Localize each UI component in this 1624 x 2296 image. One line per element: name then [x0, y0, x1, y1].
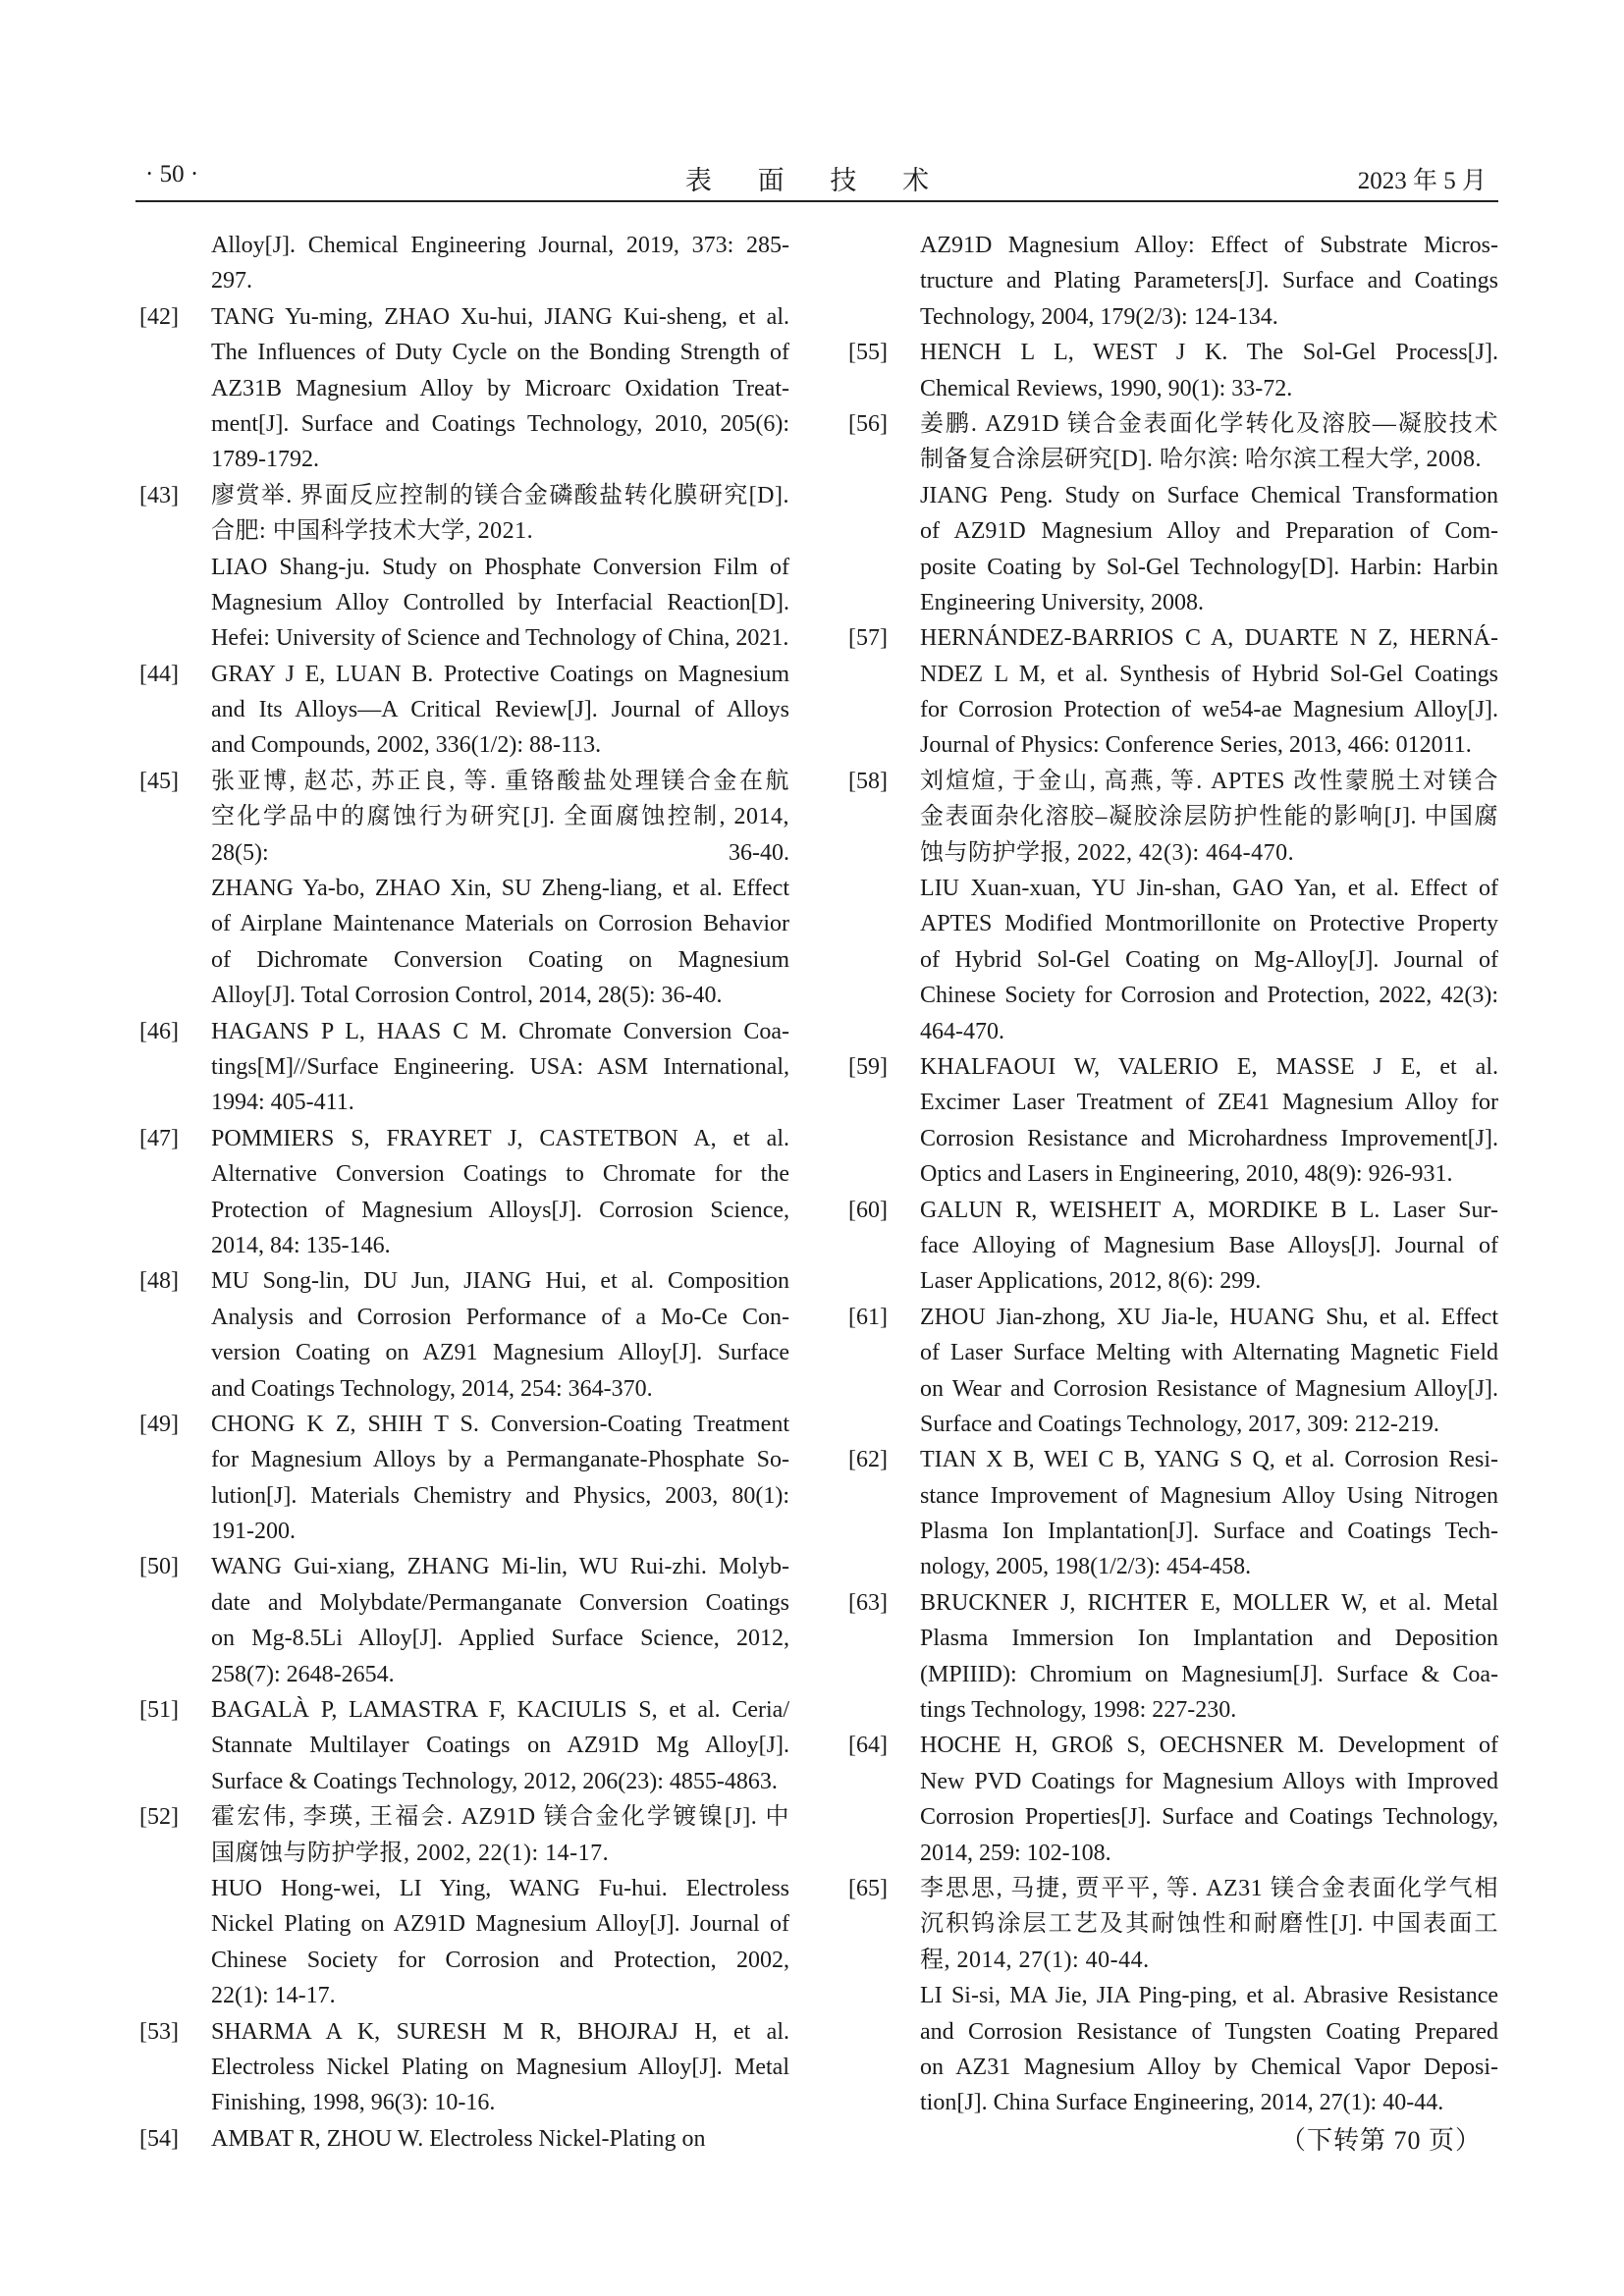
- reference-line: AMBAT R, ZHOU W. Electroless Nickel-Plating on: [211, 2125, 706, 2152]
- reference-entry: [135, 2014, 789, 2121]
- reference-number: [48]: [139, 1268, 179, 1295]
- reference-number: [54]: [139, 2125, 179, 2152]
- reference-line: Chinese Society for Corrosion and Protection, 2022, 42(3):: [920, 983, 1498, 1009]
- reference-line: Hefei: University of Science and Technology of China, 2021.: [211, 625, 789, 652]
- reference-line: Corrosion Properties[J]. Surface and Coatings Technology,: [920, 1804, 1498, 1831]
- reference-line: Protection of Magnesium Alloys[J]. Corrosion Science,: [211, 1197, 789, 1223]
- reference-line: SHARMA A K, SURESH M R, BHOJRAJ H, et al.: [211, 2018, 789, 2045]
- reference-entry: [844, 1871, 1498, 2121]
- reference-entry: [135, 228, 789, 299]
- reference-line: lution[J]. Materials Chemistry and Physics, 2003, 80(1):: [211, 1482, 789, 1509]
- reference-entry: [844, 620, 1498, 764]
- reference-line: AZ91D Magnesium Alloy: Effect of Substrate Micros-: [920, 233, 1498, 258]
- header-rule: [135, 200, 1498, 202]
- reference-entry: [844, 1728, 1498, 1871]
- reference-line: 制备复合涂层研究[D]. 哈尔滨: 哈尔滨工程大学, 2008.: [920, 447, 1482, 473]
- reference-number: [64]: [848, 1733, 888, 1759]
- reference-entry: [844, 1442, 1498, 1585]
- reference-line: of Hybrid Sol-Gel Coating on Mg-Alloy[J]. Journal of: [920, 946, 1498, 973]
- continued-note: （下转第 70 页）: [1280, 2126, 1483, 2155]
- reference-line: 2014, 84: 135-146.: [211, 1232, 391, 1258]
- issue-date: 2023 年 5 月: [1357, 168, 1487, 194]
- reference-line: for Magnesium Alloys by a Permanganate-Phosphate So-: [211, 1447, 789, 1473]
- reference-entry: [135, 1549, 789, 1692]
- reference-entry: [844, 228, 1498, 335]
- reference-line: NDEZ L M, et al. Synthesis of Hybrid Sol-Gel Coatings: [920, 661, 1498, 687]
- reference-entry: [844, 406, 1498, 620]
- reference-line: tings[M]//Surface Engineering. USA: ASM International,: [211, 1053, 789, 1080]
- reference-line: and Compounds, 2002, 336(1/2): 88-113.: [211, 732, 602, 759]
- reference-line: TANG Yu-ming, ZHAO Xu-hui, JIANG Kui-sheng, et al.: [211, 303, 789, 330]
- reference-line: 297.: [211, 268, 252, 294]
- reference-line: and Its Alloys—A Critical Review[J]. Journal of Alloys: [211, 697, 789, 723]
- reference-number: [61]: [848, 1304, 888, 1330]
- reference-line: and Coatings Technology, 2014, 254: 364-370.: [211, 1375, 653, 1402]
- reference-number: [60]: [848, 1197, 888, 1223]
- reference-line: 2014, 259: 102-108.: [920, 1840, 1111, 1866]
- reference-line: Laser Applications, 2012, 8(6): 299.: [920, 1268, 1262, 1295]
- reference-line: Magnesium Alloy Controlled by Interfacial Reaction[D].: [211, 589, 789, 615]
- reference-line: Alloy[J]. Total Corrosion Control, 2014, 28(5): 36-40.: [211, 983, 723, 1009]
- reference-line: on Mg-8.5Li Alloy[J]. Applied Surface Science, 2012,: [211, 1626, 789, 1652]
- reference-line: 张亚博, 赵芯, 苏正良, 等. 重铬酸盐处理镁合金在航: [211, 768, 789, 794]
- reference-line: 28(5): 36-40.: [211, 839, 789, 866]
- reference-number: [57]: [848, 625, 888, 652]
- reference-line: 刘煊煊, 于金山, 高燕, 等. APTES 改性蒙脱土对镁合: [920, 768, 1498, 794]
- reference-line: JIANG Peng. Study on Surface Chemical Transformation: [920, 482, 1498, 508]
- reference-line: on Wear and Corrosion Resistance of Magnesium Alloy[J].: [920, 1375, 1498, 1402]
- reference-line: 国腐蚀与防护学报, 2002, 22(1): 14-17.: [211, 1840, 610, 1866]
- reference-line: of Dichromate Conversion Coating on Magnesium: [211, 946, 789, 973]
- reference-line: BAGALÀ P, LAMASTRA F, KACIULIS S, et al. Ceria/: [211, 1697, 789, 1724]
- reference-line: CHONG K Z, SHIH T S. Conversion-Coating Treatment: [211, 1411, 789, 1437]
- reference-number: [47]: [139, 1125, 179, 1151]
- reference-line: ment[J]. Surface and Coatings Technology, 2010, 205(6):: [211, 410, 789, 437]
- reference-line: 464-470.: [920, 1018, 1004, 1044]
- reference-entry: [135, 764, 789, 1014]
- reference-line: 空化学品中的腐蚀行为研究[J]. 全面腐蚀控制, 2014,: [211, 804, 789, 830]
- reference-line: Chinese Society for Corrosion and Protection, 2002,: [211, 1947, 789, 1973]
- reference-entry: [844, 1193, 1498, 1300]
- reference-line: KHALFAOUI W, VALERIO E, MASSE J E, et al.: [920, 1053, 1498, 1080]
- reference-line: posite Coating by Sol-Gel Technology[D]. Harbin: Harbin: [920, 554, 1498, 580]
- reference-line: LIAO Shang-ju. Study on Phosphate Conversion Film of: [211, 554, 789, 580]
- reference-column-right: [844, 228, 1498, 2121]
- reference-line: Surface and Coatings Technology, 2017, 309: 212-219.: [920, 1411, 1439, 1437]
- reference-line: Technology, 2004, 179(2/3): 124-134.: [920, 303, 1278, 330]
- reference-entry: [135, 299, 789, 478]
- reference-line: and Corrosion Resistance of Tungsten Coating Prepared: [920, 2018, 1498, 2045]
- reference-line: tructure and Plating Parameters[J]. Surface and Coatings: [920, 268, 1498, 294]
- reference-line: Engineering University, 2008.: [920, 589, 1205, 615]
- reference-line: of Laser Surface Melting with Alternating Magnetic Field: [920, 1340, 1498, 1366]
- reference-number: [62]: [848, 1447, 888, 1473]
- reference-line: HOCHE H, GROß S, OECHSNER M. Development of: [920, 1733, 1498, 1759]
- reference-line: LIU Xuan-xuan, YU Jin-shan, GAO Yan, et al. Effect of: [920, 876, 1498, 902]
- reference-line: Analysis and Corrosion Performance of a Mo-Ce Con-: [211, 1304, 789, 1330]
- reference-number: [58]: [848, 768, 888, 794]
- reference-line: on AZ31 Magnesium Alloy by Chemical Vapor Deposi-: [920, 2054, 1498, 2080]
- reference-number: [49]: [139, 1411, 179, 1437]
- reference-number: [42]: [139, 303, 179, 330]
- reference-line: APTES Modified Montmorillonite on Protective Property: [920, 911, 1498, 937]
- reference-number: [51]: [139, 1697, 179, 1724]
- reference-entry: [135, 1121, 789, 1264]
- reference-entry: [844, 764, 1498, 1049]
- reference-line: of AZ91D Magnesium Alloy and Preparation of Com-: [920, 518, 1498, 545]
- reference-line: Nickel Plating on AZ91D Magnesium Alloy[J]. Journal of: [211, 1911, 789, 1938]
- reference-line: version Coating on AZ91 Magnesium Alloy[J]. Surface: [211, 1340, 789, 1366]
- reference-number: [63]: [848, 1589, 888, 1616]
- reference-line: tion[J]. China Surface Engineering, 2014, 27(1): 40-44.: [920, 2090, 1444, 2116]
- reference-line: ZHOU Jian-zhong, XU Jia-le, HUANG Shu, et al. Effect: [920, 1304, 1498, 1330]
- reference-line: Excimer Laser Treatment of ZE41 Magnesium Alloy for: [920, 1090, 1498, 1116]
- reference-line: nology, 2005, 198(1/2/3): 454-458.: [920, 1554, 1252, 1580]
- reference-entry: [135, 657, 789, 764]
- reference-line: GRAY J E, LUAN B. Protective Coatings on Magnesium: [211, 661, 789, 687]
- journal-title: 表 面 技 术: [684, 166, 949, 195]
- reference-line: stance Improvement of Magnesium Alloy Using Nitrogen: [920, 1482, 1498, 1509]
- reference-line: tings Technology, 1998: 227-230.: [920, 1697, 1237, 1724]
- reference-number: [44]: [139, 661, 179, 687]
- reference-line: HERNÁNDEZ-BARRIOS C A, DUARTE N Z, HERNÁ-: [920, 625, 1498, 652]
- reference-line: New PVD Coatings for Magnesium Alloys with Improved: [920, 1768, 1498, 1794]
- reference-line: HUO Hong-wei, LI Ying, WANG Fu-hui. Electroless: [211, 1875, 789, 1901]
- reference-line: MU Song-lin, DU Jun, JIANG Hui, et al. Composition: [211, 1268, 789, 1295]
- reference-entry: [844, 1300, 1498, 1443]
- reference-line: face Alloying of Magnesium Base Alloys[J]. Journal of: [920, 1232, 1498, 1258]
- reference-line: 李思思, 马捷, 贾平平, 等. AZ31 镁合金表面化学气相: [920, 1875, 1498, 1901]
- reference-line: WANG Gui-xiang, ZHANG Mi-lin, WU Rui-zhi. Molyb-: [211, 1554, 789, 1580]
- reference-line: 沉积钨涂层工艺及其耐蚀性和耐磨性[J]. 中国表面工: [920, 1911, 1498, 1938]
- running-header: [135, 155, 1498, 198]
- reference-line: BRUCKNER J, RICHTER E, MOLLER W, et al. Metal: [920, 1589, 1498, 1616]
- reference-number: [46]: [139, 1018, 179, 1044]
- page-number: · 50 ·: [145, 161, 199, 187]
- reference-entry: [844, 1585, 1498, 1729]
- reference-line: 程, 2014, 27(1): 40-44.: [920, 1947, 1150, 1973]
- reference-line: Chemical Reviews, 1990, 90(1): 33-72.: [920, 375, 1293, 401]
- reference-line: Finishing, 1998, 96(3): 10-16.: [211, 2090, 496, 2116]
- reference-line: Corrosion Resistance and Microhardness Improvement[J].: [920, 1125, 1498, 1151]
- reference-line: Optics and Lasers in Engineering, 2010, 48(9): 926-931.: [920, 1161, 1453, 1188]
- reference-entry: [135, 1692, 789, 1799]
- reference-entry: [844, 1049, 1498, 1193]
- reference-line: Stannate Multilayer Coatings on AZ91D Mg Alloy[J].: [211, 1733, 789, 1759]
- reference-line: The Influences of Duty Cycle on the Bonding Strength of: [211, 340, 789, 366]
- reference-line: (MPIIID): Chromium on Magnesium[J]. Surface & Coa-: [920, 1661, 1498, 1687]
- reference-line: AZ31B Magnesium Alloy by Microarc Oxidation Treat-: [211, 375, 789, 401]
- reference-number: [56]: [848, 410, 888, 437]
- reference-entry: [135, 1263, 789, 1407]
- reference-number: [53]: [139, 2018, 179, 2045]
- reference-line: Electroless Nickel Plating on Magnesium Alloy[J]. Metal: [211, 2054, 789, 2080]
- reference-line: 金表面杂化溶胶–凝胶涂层防护性能的影响[J]. 中国腐: [920, 804, 1498, 830]
- reference-line: Alloy[J]. Chemical Engineering Journal, 2019, 373: 285-: [211, 233, 789, 258]
- reference-entry: [135, 1407, 789, 1550]
- reference-line: 合肥: 中国科学技术大学, 2021.: [211, 518, 534, 545]
- reference-entry: [844, 335, 1498, 406]
- reference-line: 258(7): 2648-2654.: [211, 1661, 395, 1687]
- reference-number: [45]: [139, 768, 179, 794]
- reference-line: ZHANG Ya-bo, ZHAO Xin, SU Zheng-liang, et al. Effect: [211, 876, 789, 902]
- reference-line: Plasma Ion Implantation[J]. Surface and Coatings Tech-: [920, 1519, 1498, 1545]
- reference-entry: [135, 1799, 789, 2013]
- reference-line: 1789-1792.: [211, 447, 319, 473]
- reference-line: for Corrosion Protection of we54-ae Magnesium Alloy[J].: [920, 697, 1498, 723]
- reference-number: [65]: [848, 1875, 888, 1901]
- reference-number: [55]: [848, 340, 888, 366]
- reference-line: Journal of Physics: Conference Series, 2013, 466: 012011.: [920, 732, 1472, 759]
- reference-line: 22(1): 14-17.: [211, 1983, 336, 2009]
- reference-line: GALUN R, WEISHEIT A, MORDIKE B L. Laser Sur-: [920, 1197, 1498, 1223]
- reference-line: HENCH L L, WEST J K. The Sol-Gel Process[J].: [920, 340, 1498, 366]
- reference-column-left: [135, 228, 789, 2157]
- reference-line: Surface & Coatings Technology, 2012, 206(23): 4855-4863.: [211, 1768, 778, 1794]
- reference-line: POMMIERS S, FRAYRET J, CASTETBON A, et al.: [211, 1125, 789, 1151]
- reference-line: LI Si-si, MA Jie, JIA Ping-ping, et al. Abrasive Resistance: [920, 1983, 1498, 2009]
- reference-line: HAGANS P L, HAAS C M. Chromate Conversion Coa-: [211, 1018, 789, 1044]
- reference-line: 蚀与防护学报, 2022, 42(3): 464-470.: [920, 839, 1295, 866]
- reference-number: [50]: [139, 1554, 179, 1580]
- reference-line: 廖赏举. 界面反应控制的镁合金磷酸盐转化膜研究[D].: [211, 482, 789, 508]
- reference-line: TIAN X B, WEI C B, YANG S Q, et al. Corrosion Resi-: [920, 1447, 1498, 1473]
- reference-number: [59]: [848, 1053, 888, 1080]
- reference-line: 霍宏伟, 李瑛, 王福会. AZ91D 镁合金化学镀镍[J]. 中: [211, 1804, 789, 1831]
- reference-number: [43]: [139, 482, 179, 508]
- reference-entry: [135, 478, 789, 657]
- reference-number: [52]: [139, 1804, 179, 1831]
- reference-line: Alternative Conversion Coatings to Chromate for the: [211, 1161, 789, 1188]
- reference-line: Plasma Immersion Ion Implantation and Deposition: [920, 1626, 1498, 1652]
- reference-entry: [135, 1014, 789, 1121]
- reference-line: 1994: 405-411.: [211, 1090, 354, 1116]
- reference-entry: [135, 2121, 789, 2157]
- reference-line: 姜鹏. AZ91D 镁合金表面化学转化及溶胶—凝胶技术: [920, 410, 1498, 437]
- reference-line: of Airplane Maintenance Materials on Corrosion Behavior: [211, 911, 789, 937]
- reference-line: 191-200.: [211, 1519, 296, 1545]
- reference-line: date and Molybdate/Permanganate Conversion Coatings: [211, 1589, 789, 1616]
